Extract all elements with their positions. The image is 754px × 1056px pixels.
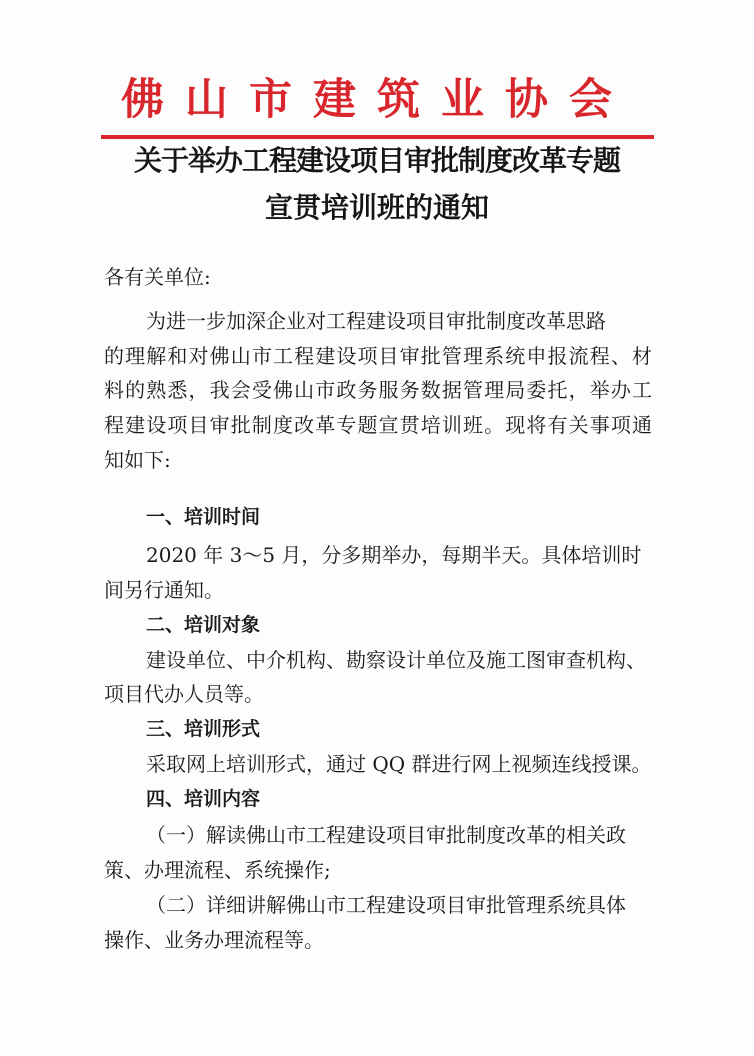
intro-line: 料的熟悉，我会受佛山市政务服务数据管理局委托，举办工 — [104, 378, 652, 402]
intro-line: 的理解和对佛山市工程建设项目审批管理系统申报流程、材 — [104, 344, 652, 368]
section-heading-time: 一、培训时间 — [146, 506, 261, 528]
section-text: （一）解读佛山市工程建设项目审批制度改革的相关政 — [146, 823, 626, 847]
intro-line: 知如下: — [104, 448, 171, 472]
salutation: 各有关单位: — [104, 265, 211, 289]
section-heading-format: 三、培训形式 — [146, 718, 261, 740]
document-title-line-2: 宣贯培训班的通知 — [264, 191, 489, 224]
organization-letterhead: 佛山市建筑业协会 — [121, 75, 633, 125]
document-title-line-1: 关于举办工程建设项目审批制度改革专题 — [133, 144, 620, 177]
section-text: 建设单位、中介机构、勘察设计单位及施工图审查机构、 — [146, 648, 646, 672]
section-text: 操作、业务办理流程等。 — [104, 928, 324, 952]
section-text: 间另行通知。 — [104, 578, 224, 602]
section-heading-content: 四、培训内容 — [146, 788, 261, 810]
section-heading-audience: 二、培训对象 — [146, 614, 261, 636]
letterhead-red-rule — [101, 135, 654, 139]
section-text: （二）详细讲解佛山市工程建设项目审批管理系统具体 — [146, 893, 626, 917]
intro-line: 为进一步加深企业对工程建设项目审批制度改革思路 — [146, 309, 606, 333]
intro-line: 程建设项目审批制度改革专题宣贯培训班。现将有关事项通 — [104, 413, 652, 437]
section-text: 项目代办人员等。 — [104, 682, 264, 706]
section-text: 采取网上培训形式，通过 QQ 群进行网上视频连线授课。 — [146, 752, 652, 776]
section-text: 2020 年 3～5 月，分多期举办，每期半天。具体培训时 — [146, 543, 642, 567]
section-text: 策、办理流程、系统操作; — [104, 858, 331, 882]
